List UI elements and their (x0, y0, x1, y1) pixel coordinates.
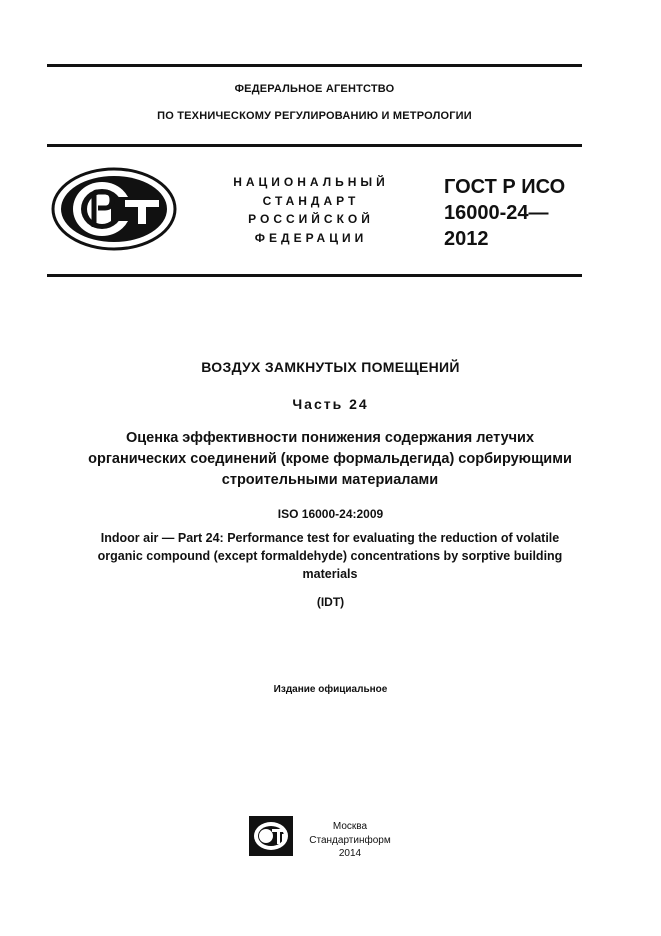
standard-type-line-3: РОССИЙСКОЙ (248, 212, 374, 226)
header-bottom-rule (47, 274, 582, 277)
english-title (40, 529, 620, 583)
idt-marker: (IDT) (316, 595, 345, 609)
agency-line-1: ФЕДЕРАЛЬНОЕ АГЕНТСТВО (234, 83, 395, 95)
standard-type-line-4: ФЕДЕРАЦИИ (254, 231, 368, 245)
standard-type-line-1: НАЦИОНАЛЬНЫЙ (233, 175, 389, 189)
document-title: ВОЗДУХ ЗАМКНУТЫХ ПОМЕЩЕНИЙ (201, 359, 460, 375)
top-rule (47, 64, 582, 67)
gost-r-emblem-icon (51, 167, 177, 251)
description-line-2: органических соединений (кроме формальдегида) сорбирующими (88, 451, 572, 467)
document-description (40, 428, 620, 491)
english-title-line-2: organic compound (except formaldehyde) concentrations by sorptive building (97, 549, 563, 563)
iso-reference: ISO 16000-24:2009 (277, 507, 384, 521)
publisher-name: Стандартинформ (309, 835, 391, 846)
publisher-city: Москва (332, 821, 368, 832)
agency-line-2: ПО ТЕХНИЧЕСКОМУ РЕГУЛИРОВАНИЮ И МЕТРОЛОГИИ (157, 110, 472, 122)
publisher-year: 2014 (338, 848, 362, 859)
description-line-1: Оценка эффективности понижения содержания летучих (125, 430, 535, 446)
edition-note: Издание официальное (273, 684, 388, 695)
english-title-line-1: Indoor air — Part 24: Performance test for evaluating the reduction of volatile (100, 531, 560, 545)
designation-line-1: ГОСТ Р ИСО (444, 176, 566, 198)
description-line-3: строительными материалами (221, 472, 439, 488)
standard-designation (444, 174, 594, 252)
document-part: Часть 24 (292, 396, 369, 412)
standard-type-line-2: СТАНДАРТ (262, 194, 360, 208)
designation-line-2: 16000-24— (444, 202, 549, 224)
header-rule (47, 144, 582, 147)
english-title-line-3: materials (302, 567, 358, 581)
designation-line-3: 2012 (444, 228, 489, 250)
standartinform-logo-icon (249, 816, 293, 856)
